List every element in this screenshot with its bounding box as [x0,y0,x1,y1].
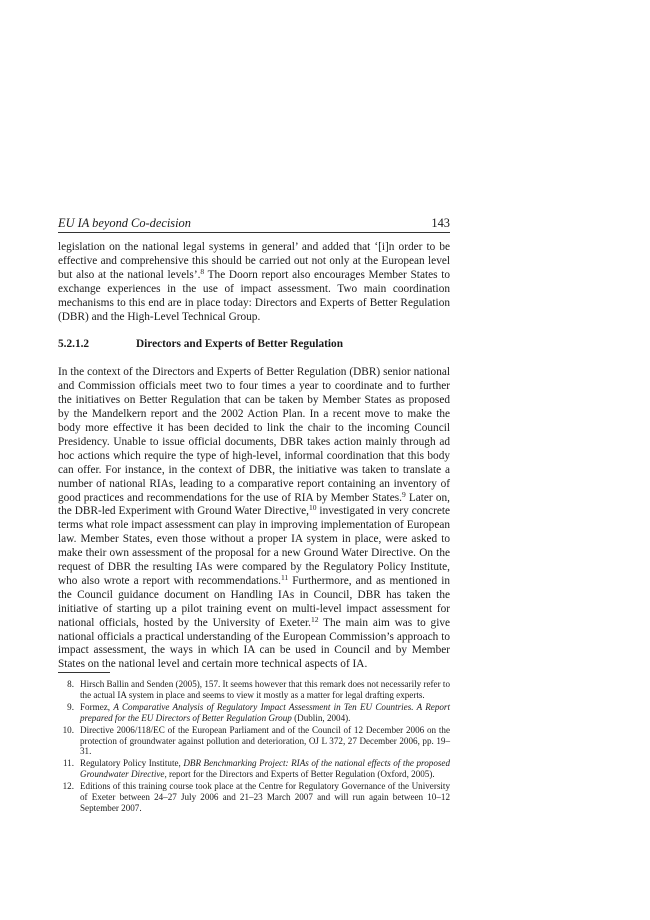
citation-title: DBR Benchmarking Project: RIAs of the national effects of the proposed Groundwater Directive [80,758,450,780]
footnote-text: Hirsch Ballin and Senden (2005), 157. It seems however that this remark does not necessarily refer to the actual IA system in place and seems to view it mostly as a matter for legal drafting experts. [80,679,450,700]
section-heading [58,338,450,352]
footnote [58,679,450,701]
footnote-number: 9. [67,701,74,712]
section-number: 5.2.1.2 [58,338,90,351]
text-run: (Dublin, 2004). [291,712,351,723]
paragraph [58,366,450,672]
footnote-ref: 11 [280,572,289,582]
text-run: Furthermore, and as mentioned in the Council guidance document on Handling IAs in Council, DBR has taken the initiative of starting up a pilot training event on multi-level impact assessment for national officials, hosted by the University of Exeter. [58,574,451,629]
footnote-ref: 8 [200,266,205,276]
text-run: In the context of the Directors and Experts of Better Regulation (DBR) senior national and Commission officials meet two to four times a year to coordinate and to further the initiatives on Better Regulation that can be taken by Member States as proposed by the Mandelkern report and the 2002 Action Plan. In a recent move to make the body more effective it has been decided to link the chair to the incoming Council Presidency. Unable to issue official documents, DBR takes action mainly through ad hoc actions which require the type of high-level, informal coordination that this body can offer. For instance, in the context of DBR, the initiative was taken to translate a number of national RIAs, leading to a comparative report containing an inventory of good practices and recommendations for the use of RIA by Member States. [58,366,450,504]
footnote-number: 11. [62,758,74,769]
page-header [58,216,450,233]
footnote-number: 10. [62,724,74,735]
footnote-text [80,758,450,780]
page-number: 143 [431,216,450,230]
footnote-number: 12. [62,781,74,792]
footnote-ref: 10 [308,503,317,513]
body-text [58,241,450,672]
footnote-text [80,702,450,724]
footnote-ref: 12 [311,614,319,624]
footnote [58,781,450,814]
section-title: Directors and Experts of Better Regulation [136,338,343,351]
paragraph [58,241,450,324]
text-run: The Doorn report also encourages Member States to exchange experiences in the use of impact assessment. Two main coordination mechanisms to this end are in place today: Directors and Experts of Better Regulation (DBR) and the High-Level Technical Group. [58,268,450,323]
footnote-text: Editions of this training course took place at the Centre for Regulatory Governance of the University of Exeter between 24–27 July 2006 and 21–23 March 2007 and will run again between 10–12 September 2007. [80,781,450,813]
text-run: , report for the Directors and Experts of Better Regulation (Oxford, 2005). [164,769,435,780]
text-run: Later on, the DBR-led Experiment with Ground Water Directive, [58,491,450,518]
footnote-text: Directive 2006/118/EC of the European Parliament and of the Council of 12 December 2006 on the protection of groundwater against pollution and deterioration, OJ L 372, 27 December 2006, pp. 19–31. [80,724,450,757]
footnote-divider [58,672,110,673]
text-run: Regulatory Policy Institute, [80,758,184,769]
text-run: investigated in very concrete terms what role impact assessment can play in improving implementation of European law. Member States, even those without a proper IA system in place, were asked to make their own assessment of the proposal for a new Ground Water Directive. On the request of DBR the resulting IAs were compared by the Regulatory Policy Institute, who also wrote a report with recommendations. [58,505,450,587]
text-run: legislation on the national legal systems in general’ and added that ‘[i]n order to be effective and comprehensive this should be carried out not only at the European level but also at the national levels’. [58,241,450,281]
footnote-ref: 9 [401,489,406,499]
footnote [58,702,450,724]
footnote-number: 8. [67,679,74,689]
footnotes [58,672,450,815]
citation-title: A Comparative Analysis of Regulatory Impact Assessment in Ten EU Countries. A Report prepared for the EU Directors of Better Regulation Group [80,701,450,723]
footnote [58,758,450,780]
text-run: Formez, [80,701,114,712]
running-head: EU IA beyond Co-decision [58,216,191,230]
footnote [58,725,450,758]
text-run: The main aim was to give national officials a practical understanding of the European Commission’s approach to impact assessment, the ways in which IA can be used in Council and by Member States on the national level and certain more technical aspects of IA. [58,616,450,671]
